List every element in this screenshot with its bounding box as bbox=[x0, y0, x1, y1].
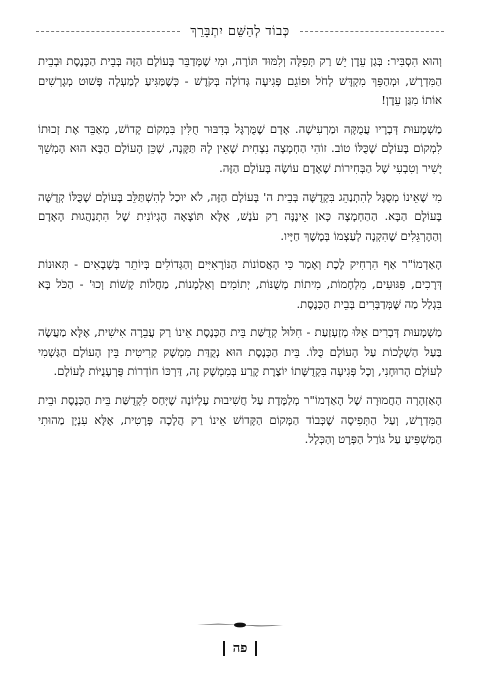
page-number-bar-right bbox=[255, 641, 257, 656]
header-rule-left bbox=[300, 31, 444, 32]
header-rule-right bbox=[36, 31, 180, 32]
page-number: פה bbox=[232, 641, 248, 656]
paragraph: מַשְׁמָעוּת דְּבָרָיו עֲמֻקָּה וּמַרְעִישָׁה. אָדָם שֶׁמֻּרְגָּל בְּדִבּוּר חֻלִּין בִּמְקוֹם קָדוֹשׁ, מְאַבֵּד אֶת זְכוּתוֹ לִמְקוֹם בָּעוֹלָם שֶׁכֻּלּוֹ טוֹב. זוֹהִי הַחְמָצָה נִצְחִית שֶׁאֵין לָהּ תַּקָּנָה, שֶׁכֵּן הָעוֹלָם הַבָּא הוּא הֶמְשֵׁךְ יָשִׁיר וְטִבְעִי שֶׁל הַבְּחִירוֹת שֶׁאָדָם עוֹשֶׂה בָּעוֹלָם הַזֶּה. bbox=[38, 121, 442, 175]
page-body bbox=[38, 52, 442, 459]
paragraph: מַשְׁמָעוּת דְּבָרִים אֵלּוּ מְזַעְזַעַת - חִלּוּל קְדֻשַּׁת בֵּית הַכְּנֶסֶת אֵינוֹ רַק עֲבֵרָה אִישִׁית, אֶלָּא מַעֲשֶׂה בַּעַל הַשְׁלָכוֹת עַל הָעוֹלָם כֻּלּוֹ. בֵּית הַכְּנֶסֶת הוּא נְקֻדַּת מִמְשָׁק קְרִיטִית בֵּין הָעוֹלָם הַגַּשְׁמִי לְעוֹלָם הָרוּחָנִי, וְכָל פְּגִיעָה בִּקְדֻשָּׁתוֹ יוֹצֶרֶת קֶרַע בְּמִמְשָׁק זֶה, דַּרְכּוֹ חוֹדְרוֹת פֻּרְעָנֻיּוֹת לָעוֹלָם. bbox=[38, 325, 442, 379]
paragraph: וְהוּא הִסְבִּיר: בְּגַן עֵדֶן יֵשׁ רַק תְּפִלָּה וְלִמּוּד תּוֹרָה, וּמִי שֶׁמְּדַבֵּר בָּעוֹלָם הַזֶּה בְּבֵית הַכְּנֶסֶת וּבְבֵית הַמִּדְרָשׁ, וּמְהַפֵּךְ מִקְדָּשׁ לְחֹל וּפוֹגֵם פְּגִיעָה גְּדוֹלָה בְּקֹדֶשׁ - כְּשֶׁמַּגִּיעַ לְמַעְלָה פָּשׁוּט מְגָרְשִׁים אוֹתוֹ מִגַּן עֵדֶן! bbox=[38, 54, 442, 108]
page-number-bar-left bbox=[223, 641, 225, 656]
page-footer bbox=[0, 640, 480, 656]
running-header bbox=[36, 22, 444, 40]
paragraph: הָאַדְמוֹ"ר אַף הִרְחִיק לֶכֶת וְאָמַר כִּי הָאֲסוֹנוֹת הַנּוֹרָאִיִּים וְהַגְּדוֹלִים בְּיוֹתֵר בְּשָׁבָאִים - תְּאוּנוֹת דְּרָכִים, פִּגּוּעִים, מִלְחָמוֹת, מִיתוֹת מְשֻׁנּוֹת, יְתוֹמִים וְאַלְמָנוֹת, מַחֲלוֹת קָשׁוֹת וְכוּ' - הַכֹּל בָּא בִּגְלַל מַה שֶּׁמְּדַבְּרִים בְּבֵית הַכְּנֶסֶת. bbox=[38, 257, 442, 311]
paragraph: הָאַזְהָרָה הַחֲמוּרָה שֶׁל הָאַדְמוֹ"ר מְלַמֶּדֶת עַל חֲשִׁיבוּת עֶלְיוֹנָה שֶׁיְּחַס לִקְדֻשַּׁת בֵּית הַכְּנֶסֶת וּבֵית הַמִּדְרָשׁ, וְעַל הַתְּפִיסָה שֶׁכְּבוֹד הַמָּקוֹם הַקָּדוֹשׁ אֵינוֹ רַק הֲלָכָה פְּרָטִית, אֶלָּא עִנְיָן מַהוּתִי הַמַּשְׁפִּיעַ עַל גּוֹרַל הַפְּרָט וְהַכְּלָל. bbox=[38, 392, 442, 447]
header-title: כְּבוֹד לְהַשֵּׁם יִתְבָּרֵךְ bbox=[190, 24, 290, 39]
ornament-divider-icon bbox=[197, 621, 283, 629]
ornament-divider bbox=[0, 621, 480, 629]
paragraph: מִי שֶׁאֵינוֹ מְסֻגָּל לְהִתְנַהֵג בִּקְדֻשָּׁה בְּבֵית ה' בָּעוֹלָם הַזֶּה, לֹא יוּכַל לְהִשְׁתַּלֵּב בָּעוֹלָם שֶׁכֻּלּוֹ קְדֻשָּׁה בָּעוֹלָם הַבָּא. הַהַחְמָצָה כָּאן אֵינֶנָּה רַק עֹנֶשׁ, אֶלָּא תּוֹצָאָה הֶגְיוֹנִית שֶׁל הִתְנַהֲגוּת הָאָדָם וְהַהֶרְגֵּלִים שֶׁהִקְנָה לְעַצְמוֹ בְּמֶשֶׁךְ חַיָּיו. bbox=[38, 189, 442, 243]
